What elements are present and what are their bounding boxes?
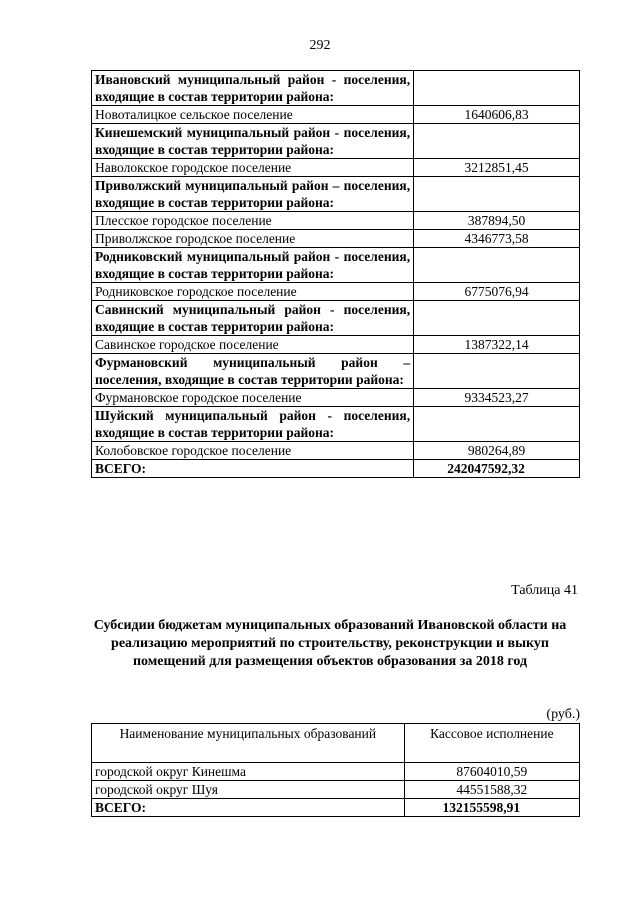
table-row bbox=[92, 230, 580, 248]
table-label: Таблица 41 bbox=[511, 583, 578, 598]
table-title: Субсидии бюджетам муниципальных образований Ивановской области на реализацию мероприятий по строительству, реконструкции и выкуп помещений для размещения объектов образования за 2018 год bbox=[93, 618, 567, 669]
total-value: 132155598,91 bbox=[404, 799, 579, 817]
district-header-row bbox=[92, 407, 580, 442]
total-row bbox=[92, 460, 580, 478]
amount-value: 1387322,14 bbox=[414, 336, 580, 354]
empty-value-cell bbox=[414, 354, 580, 389]
settlement-name: Савинское городское поселение bbox=[92, 336, 414, 354]
district-header-text: Ивановский муниципальный район - поселения, входящие в состав территории района: bbox=[92, 71, 414, 106]
units-label: (руб.) bbox=[546, 707, 580, 722]
amount-value: 44551588,32 bbox=[404, 781, 579, 799]
table-row bbox=[92, 106, 580, 124]
education-subsidies-table bbox=[91, 723, 580, 817]
total-row bbox=[92, 799, 580, 817]
district-header-row bbox=[92, 71, 580, 106]
district-header-row bbox=[92, 354, 580, 389]
table-row bbox=[92, 389, 580, 407]
district-header-text: Савинский муниципальный район - поселения, входящие в состав территории района: bbox=[92, 301, 414, 336]
district-header-row bbox=[92, 177, 580, 212]
district-header-row bbox=[92, 301, 580, 336]
amount-value: 387894,50 bbox=[414, 212, 580, 230]
settlement-name: Родниковское городское поселение bbox=[92, 283, 414, 301]
empty-value-cell bbox=[414, 71, 580, 106]
amount-value: 980264,89 bbox=[414, 442, 580, 460]
total-label: ВСЕГО: bbox=[92, 460, 414, 478]
empty-value-cell bbox=[414, 407, 580, 442]
settlement-name: Фурмановское городское поселение bbox=[92, 389, 414, 407]
settlement-name: Наволокское городское поселение bbox=[92, 159, 414, 177]
district-header-row bbox=[92, 248, 580, 283]
table-row bbox=[92, 442, 580, 460]
district-header-text: Фурмановский муниципальный район – поселения, входящие в состав территории района: bbox=[92, 354, 414, 389]
settlement-name: городской округ Кинешма bbox=[92, 763, 405, 781]
district-header-text: Шуйский муниципальный район - поселения, входящие в состав территории района: bbox=[92, 407, 414, 442]
table-header-row bbox=[92, 724, 580, 763]
district-header-text: Родниковский муниципальный район - поселения, входящие в состав территории района: bbox=[92, 248, 414, 283]
table-row bbox=[92, 763, 580, 781]
empty-value-cell bbox=[414, 248, 580, 283]
page-number: 292 bbox=[309, 38, 331, 53]
table-row bbox=[92, 781, 580, 799]
subsidies-table-continued bbox=[91, 70, 580, 478]
total-value: 242047592,32 bbox=[414, 460, 580, 478]
settlement-name: Новоталицкое сельское поселение bbox=[92, 106, 414, 124]
settlement-name: Плесское городское поселение bbox=[92, 212, 414, 230]
empty-value-cell bbox=[414, 177, 580, 212]
district-header-text: Приволжский муниципальный район – поселения, входящие в состав территории района: bbox=[92, 177, 414, 212]
table-row bbox=[92, 283, 580, 301]
settlement-name: Колобовское городское поселение bbox=[92, 442, 414, 460]
column-header-name: Наименование муниципальных образований bbox=[92, 724, 405, 763]
amount-value: 87604010,59 bbox=[404, 763, 579, 781]
column-header-value: Кассовое исполнение bbox=[404, 724, 579, 763]
total-label: ВСЕГО: bbox=[92, 799, 405, 817]
amount-value: 3212851,45 bbox=[414, 159, 580, 177]
table-row bbox=[92, 212, 580, 230]
table-row bbox=[92, 159, 580, 177]
amount-value: 6775076,94 bbox=[414, 283, 580, 301]
amount-value: 9334523,27 bbox=[414, 389, 580, 407]
settlement-name: городской округ Шуя bbox=[92, 781, 405, 799]
subsidies-table-body bbox=[92, 71, 580, 478]
district-header-text: Кинешемский муниципальный район - поселения, входящие в состав территории района: bbox=[92, 124, 414, 159]
education-table-body bbox=[92, 763, 580, 817]
amount-value: 1640606,83 bbox=[414, 106, 580, 124]
empty-value-cell bbox=[414, 301, 580, 336]
empty-value-cell bbox=[414, 124, 580, 159]
settlement-name: Приволжское городское поселение bbox=[92, 230, 414, 248]
amount-value: 4346773,58 bbox=[414, 230, 580, 248]
district-header-row bbox=[92, 124, 580, 159]
table-row bbox=[92, 336, 580, 354]
